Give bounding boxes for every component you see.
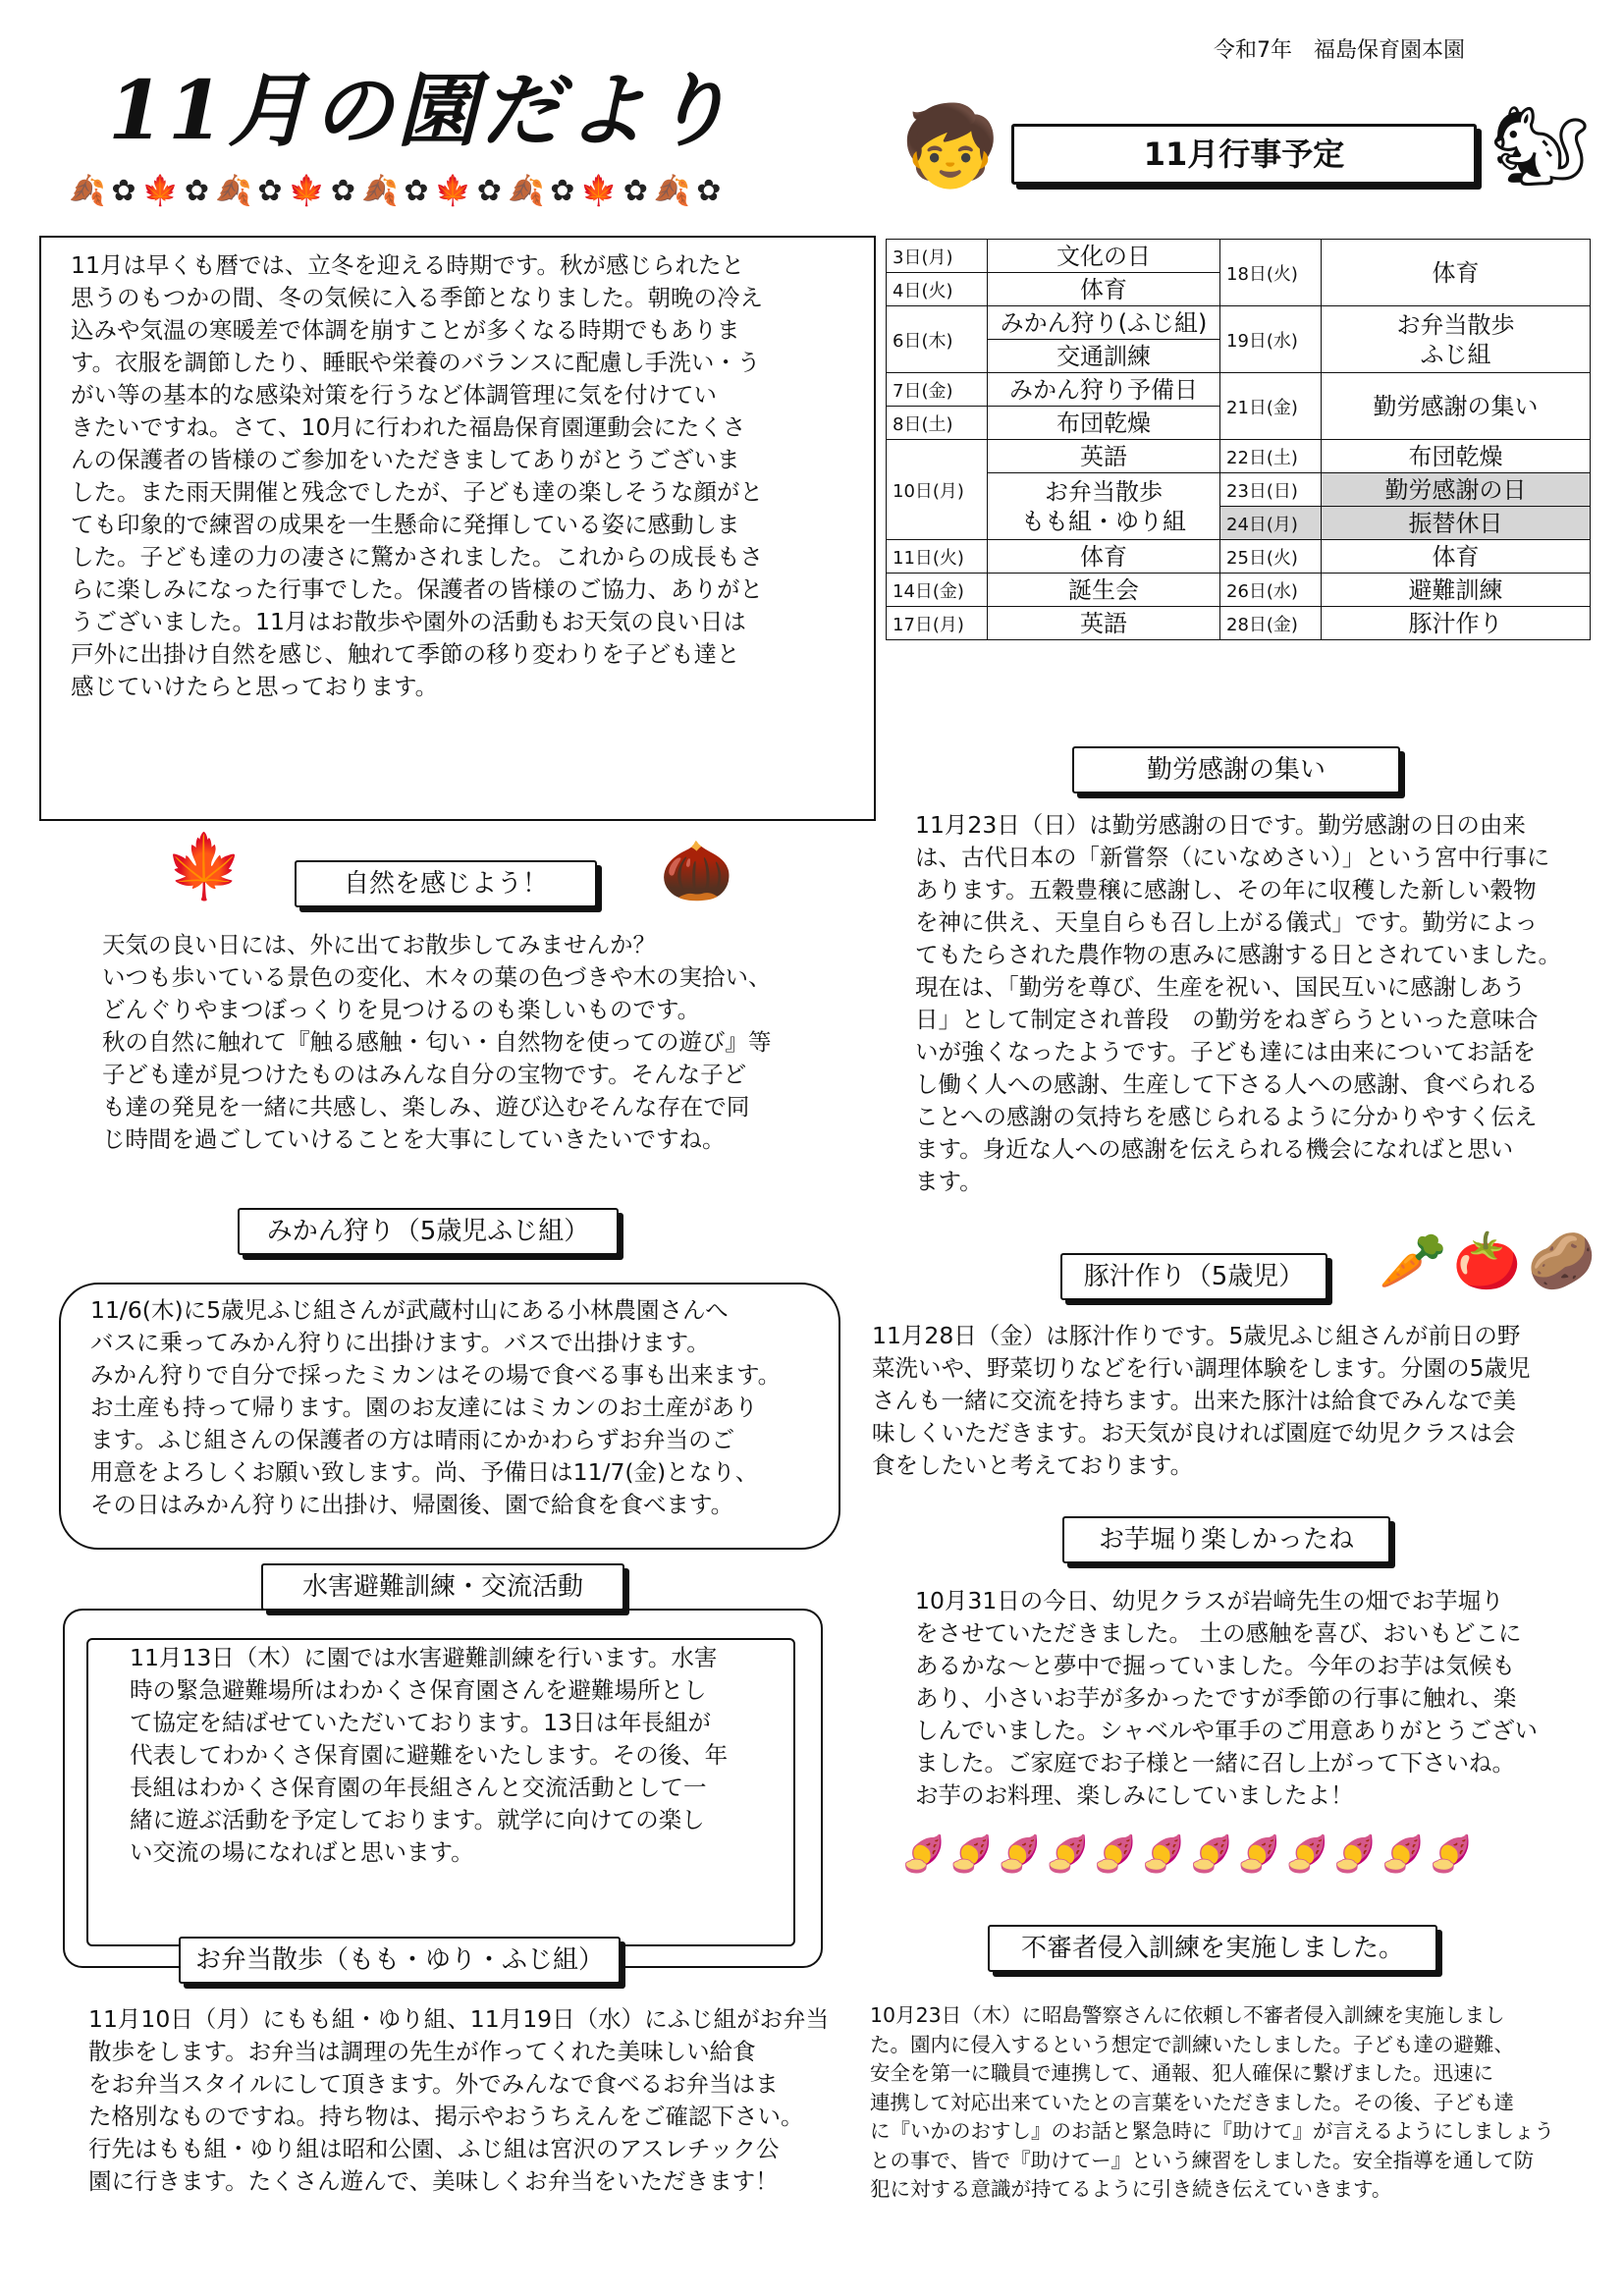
tonjiru-heading: 豚汁作り（5歳児） [1060, 1253, 1327, 1300]
schedule-event: 交通訓練 [988, 340, 1220, 373]
leaf-border-decoration: 🍂✿🍁✿🍂✿🍁✿🍂✿🍁✿🍂✿🍁✿🍂✿ [69, 174, 728, 208]
leaf-illustration-icon: 🍁 [165, 831, 244, 903]
nature-heading: 自然を感じよう！ [295, 860, 597, 907]
schedule-date: 11日(火) [887, 540, 988, 574]
schedule-title: 11月行事予定 [1011, 124, 1477, 185]
schedule-event: 誕生会 [988, 574, 1220, 607]
schedule-date: 25日(火) [1220, 540, 1322, 574]
schedule-date: 10日(月) [887, 440, 988, 540]
bento-text: 11月10日（月）にもも組・ゆり組、11月19日（水）にふじ組がお弁当 散歩をします。お弁当は調理の先生が作ってくれた美味しい給食 をお弁当スタイルにして頂きます。外でみんなで食べるお弁当はま た格別なものですね。持ち物は、掲示やおうちえんをご確認下さい。 行先はもも組・ゆり組は昭和公園、ふじ組は宮沢のアスレチック公 園に行きます。たくさん遊んで、美味しくお弁当をいただきます！ [88, 2005, 830, 2195]
schedule-row [887, 240, 1591, 273]
schedule-event: 振替休日 [1322, 507, 1591, 540]
schedule-event: 英語 [988, 440, 1220, 473]
child-illustration-icon: 🧒 [901, 100, 1000, 191]
flood-heading: 水害避難訓練・交流活動 [261, 1563, 624, 1611]
schedule-date: 8日(土) [887, 407, 988, 440]
schedule-row [887, 540, 1591, 574]
mikan-text: 11/6(木)に5歳児ふじ組さんが武蔵村山にある小林農園さんへ バスに乗ってみかん狩りに出掛けます。バスで出掛けます。 みかん狩りで自分で採ったミカンはその場で食べる事も出来ます。 お土産も持って帰ります。園のお友達にはミカンのお土産があり ます。ふじ組さんの保護者の方は晴雨にかかわらずお弁当のご 用意をよろしくお願い致します。尚、予備日は11/7(金)となり、 その日はみかん狩りに出掛け、帰園後、園で給食を食べます。 [90, 1296, 782, 1518]
schedule-date: 4日(火) [887, 273, 988, 306]
squirrel-illustration-icon: 🐿 [1490, 100, 1591, 191]
schedule-row [887, 574, 1591, 607]
schedule-row [887, 306, 1591, 340]
schedule-table [886, 239, 1591, 640]
schedule-date: 7日(金) [887, 373, 988, 407]
scroll-box [63, 1609, 823, 1968]
schedule-date: 19日(水) [1220, 306, 1322, 373]
sweet-potato-border-decoration: 🍠🍠🍠🍠🍠🍠🍠🍠🍠🍠🍠🍠 [901, 1834, 1477, 1875]
schedule-event: お弁当散歩 ふじ組 [1322, 306, 1591, 373]
schedule-event: 英語 [988, 607, 1220, 640]
flood-text: 11月13日（木）に園では水害避難訓練を行います。水害 時の緊急避難場所はわかくさ保育園さんを避難場所とし て協定を結ばせていただいております。13日は年長組が 代表してわかくさ保育園に避難をいたします。その後、年 長組はわかくさ保育園の年長組さんと交流活動として一 緒に遊ぶ活動を予定しております。就学に向けての楽し い交流の場になればと思います。 [130, 1644, 729, 1866]
labor-heading: 勤労感謝の集い [1072, 746, 1400, 793]
schedule-event: 豚汁作り [1322, 607, 1591, 640]
schedule-event: お弁当散歩 もも組・ゆり組 [988, 473, 1220, 540]
tonjiru-text: 11月28日（金）は豚汁作りです。5歳児ふじ組さんが前日の野 菜洗いや、野菜切りなどを行い調理体験をします。分園の5歳児 さんも一緒に交流を持ちます。出来た豚汁は給食でみんなで美 味しくいただきます。お天気が良ければ園庭で幼児クラスは会 食をしたいと考えております。 [872, 1322, 1531, 1479]
schedule-date: 23日(日) [1220, 473, 1322, 507]
schedule-event: 文化の日 [988, 240, 1220, 273]
intro-text: 11月は早くも暦では、立冬を迎える時期です。秋が感じられたと 思うのもつかの間、冬の気候に入る季節となりました。朝晩の冷え 込みや気温の寒暖差で体調を崩すことが多くなる時期でもありま す。衣服を調節したり、睡眠や栄養のバランスに配慮し手洗い・う がい等の基本的な感染対策を行うなど体調管理に気を付けてい きたいですね。さて、10月に行われた福島保育園運動会にたくさ んの保護者の皆様のご参加をいただきましてありがとうございま した。また雨天開催と残念でしたが、子ども達の楽しそうな顔がと ても印象的で練習の成果を一生懸命に発揮している姿に感動しま した。子ども達の力の凄さに驚かされました。これからの成長もさ らに楽しみになった行事でした。保護者の皆様のご協力、ありがと うございました。11月はお散歩や園外の活動もお天気の良い日は 戸外に出掛け自然を感じ、触れて季節の移り変わりを子ども達と 感じていけたらと思っております。 [71, 251, 763, 700]
schedule-date: 3日(月) [887, 240, 988, 273]
imohori-text: 10月31日の今日、幼児クラスが岩﨑先生の畑でお芋堀り をさせていただきました。 土の感触を喜び、おいもどこに あるかな～と夢中で掘っていました。今年のお芋は気候も あり、小さいお芋が多かったですが季節の行事に触れ、楽 しんでいました。シャベルや軍手のご用意ありがとうござい ました。ご家庭でお子様と一緒に召し上がって下さいね。 お芋のお料理、楽しみにしていましたよ！ [915, 1587, 1539, 1809]
schedule-date: 26日(水) [1220, 574, 1322, 607]
intro-box [39, 236, 876, 821]
bento-heading: お弁当散歩（もも・ゆり・ふじ組） [179, 1937, 621, 1984]
org-line: 令和7年 福島保育園本園 [1214, 38, 1465, 63]
schedule-event: 布団乾燥 [988, 407, 1220, 440]
fushinsha-text: 10月23日（木）に昭島警察さんに依頼し不審者侵入訓練を実施しまし た。園内に侵入するという想定で訓練いたしました。子ども達の避難、 安全を第一に職員で連携して、通報、犯人確保に繋げました。迅速に 連携して対応出来ていたとの言葉をいただきました。その後、子ども達 に『いかのおすし』のお話と緊急時に『助けて』が言えるようにしましょう との事で、皆で『助けてー』という練習をしました。安全指導を通して防 犯に対する意識が持てるように引き続き伝えていきます。 [870, 2003, 1554, 2201]
schedule-date: 6日(木) [887, 306, 988, 373]
vegetable-illustration-icon: 🥕🍅🥔 [1379, 1230, 1602, 1293]
schedule-row [887, 373, 1591, 407]
schedule-date: 17日(月) [887, 607, 988, 640]
schedule-date: 14日(金) [887, 574, 988, 607]
labor-text: 11月23日（日）は勤労感謝の日です。勤労感謝の日の由来 は、古代日本の「新嘗祭（にいなめさい）」という宮中行事に あります。五穀豊穣に感謝し、その年に収穫した新しい穀物 を神に供え、天皇自らも召し上がる儀式」です。勤労によっ てもたらされた農作物の恵みに感謝する日とされていました。 現在は、「勤労を尊び、生産を祝い、国民互いに感謝しあう 日」として制定され普段 の勤労をねぎらうといった意味合 いが強くなったようです。子ども達には由来についてお話を し働く人への感謝、生産して下さる人への感謝、食べられる ことへの感謝の気持ちを感じられるように分かりやすく伝え ます。身近な人への感謝を伝えられる機会になればと思い ます。 [915, 811, 1561, 1195]
imohori-heading: お芋堀り楽しかったね [1062, 1516, 1390, 1563]
schedule-event: 布団乾燥 [1322, 440, 1591, 473]
schedule-event: 避難訓練 [1322, 574, 1591, 607]
schedule-date: 18日(火) [1220, 240, 1322, 306]
mikan-box [59, 1283, 840, 1550]
nature-text: 天気の良い日には、外に出てお散歩してみませんか？ いつも歩いている景色の変化、木々の葉の色づきや木の実拾い、 どんぐりやまつぼっくりを見つけるのも楽しいものです。 秋の自然に触れて『触る感触・匂い・自然物を使っての遊び』等 子ども達が見つけたものはみんな自分の宝物です。そんな子ど も達の発見を一緒に共感し、楽しみ、遊び込むそんな存在で同 じ時間を過ごしていけることを大事にしていきたいですね。 [102, 931, 772, 1153]
schedule-event: 勤労感謝の日 [1322, 473, 1591, 507]
schedule-row [887, 440, 1591, 473]
page-title: 11月の園だより [108, 64, 735, 158]
schedule-event: みかん狩り予備日 [988, 373, 1220, 407]
schedule-date: 21日(金) [1220, 373, 1322, 440]
fushinsha-heading: 不審者侵入訓練を実施しました。 [988, 1925, 1437, 1972]
schedule-event: 体育 [988, 273, 1220, 306]
schedule-date: 28日(金) [1220, 607, 1322, 640]
acorn-illustration-icon: 🌰 [660, 837, 733, 905]
schedule-event: みかん狩り(ふじ組) [988, 306, 1220, 340]
schedule-date: 22日(土) [1220, 440, 1322, 473]
schedule-row [887, 473, 1591, 507]
schedule-event: 体育 [988, 540, 1220, 574]
schedule-date: 24日(月) [1220, 507, 1322, 540]
schedule-event: 体育 [1322, 540, 1591, 574]
schedule-event: 勤労感謝の集い [1322, 373, 1591, 440]
mikan-heading: みかん狩り（5歳児ふじ組） [238, 1208, 619, 1255]
schedule-event: 体育 [1322, 240, 1591, 306]
